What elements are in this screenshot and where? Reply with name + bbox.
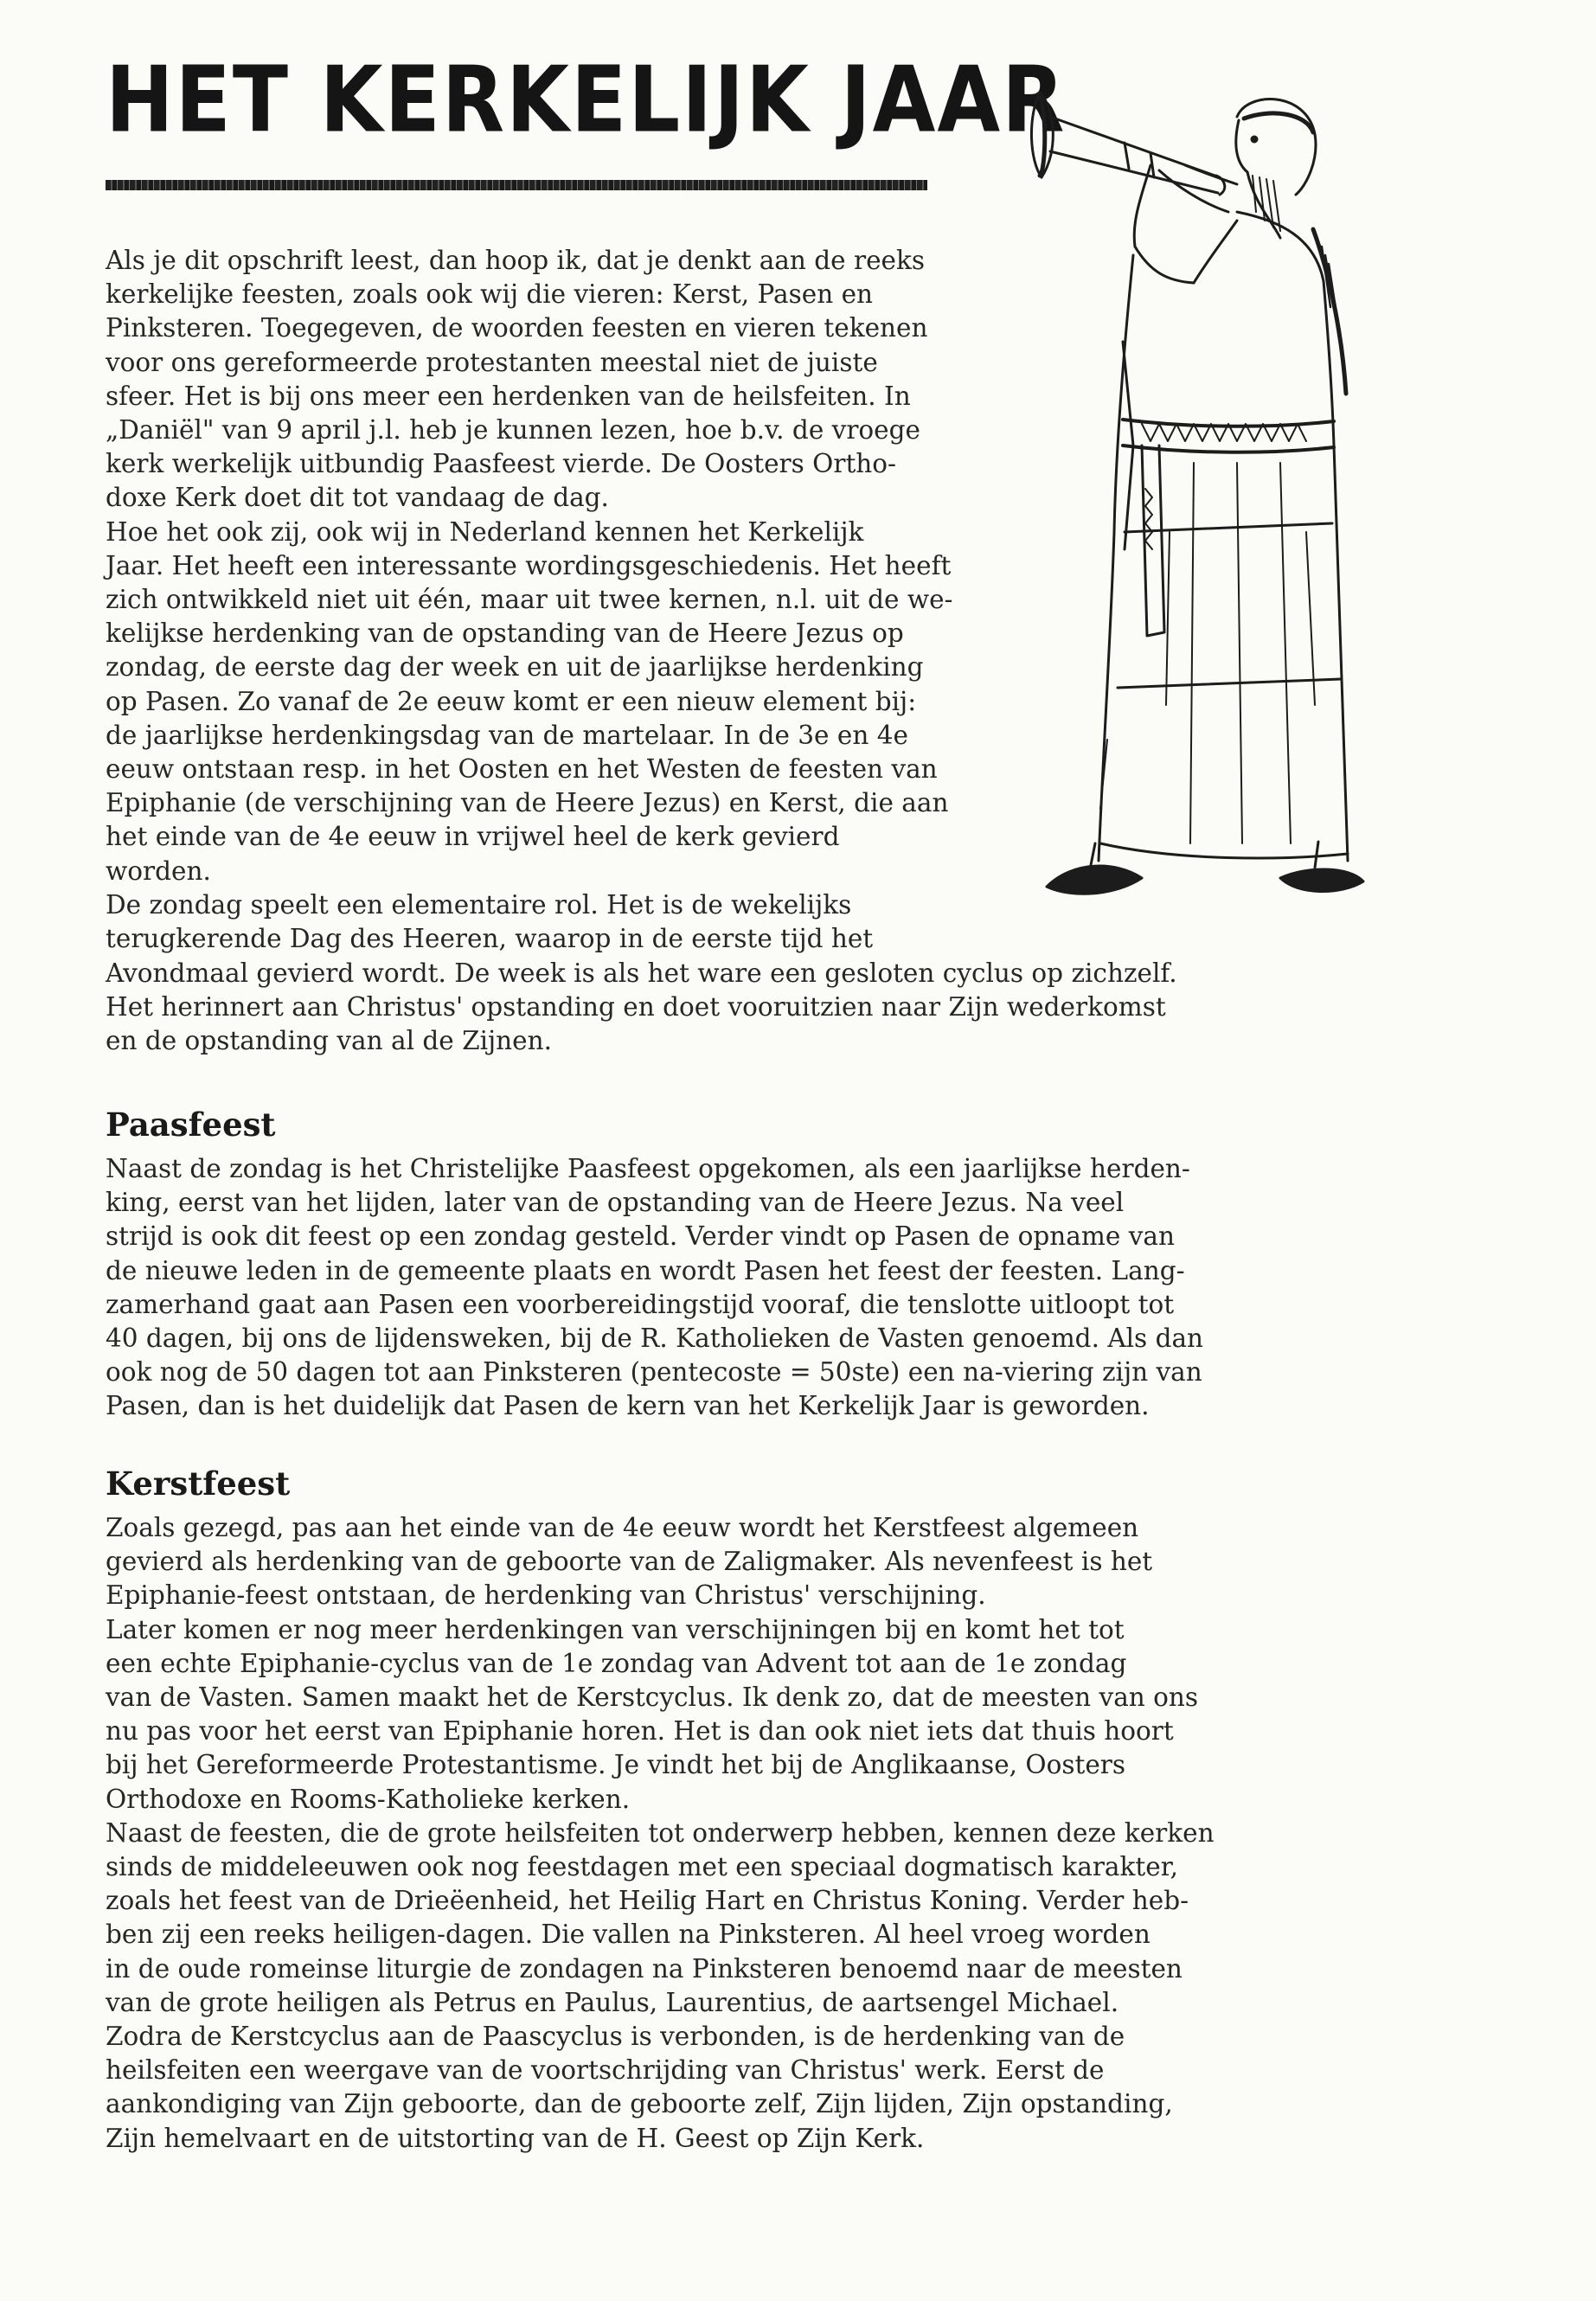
text-line: het einde van de 4e eeuw in vrijwel heel de kerk gevierd	[106, 822, 840, 852]
text-line: Jaar. Het heeft een interessante wordingsgeschiedenis. Het heeft	[106, 550, 952, 580]
text-line: Pinksteren. Toegegeven, de woorden feesten en vieren tekenen	[106, 313, 928, 343]
text-line: heilsfeiten een weergave van de voortschrijding van Christus' werk. Eerst de	[106, 2055, 1105, 2086]
text-line: kerkelijke feesten, zoals ook wij die vieren: Kerst, Pasen en	[106, 279, 874, 310]
text-line: zamerhand gaat aan Pasen een voorbereidingstijd vooraf, die tenslotte uitloopt tot	[106, 1289, 1175, 1319]
text-line: De zondag speelt een elementaire rol. Het is de wekelijks	[106, 889, 852, 920]
text-line: ben zij een reeks heiligen-dagen. Die vallen na Pinksteren. Al heel vroeg worden	[106, 1920, 1151, 1950]
section-heading-paasfeest: Paasfeest	[106, 1106, 276, 1144]
text-line: van de grote heiligen als Petrus en Paulus, Laurentius, de aartsengel Michael.	[106, 1987, 1119, 2017]
text-line: Epiphanie-feest ontstaan, de herdenking van Christus' verschijning.	[106, 1580, 986, 1611]
text-line: de jaarlijkse herdenkingsdag van de martelaar. In de 3e en 4e	[106, 720, 908, 750]
text-line: king, eerst van het lijden, later van de opstanding van de Heere Jezus. Na veel	[106, 1188, 1125, 1218]
text-line: van de Vasten. Samen maakt het de Kerstcyclus. Ik denk zo, dat de meesten van ons	[106, 1682, 1199, 1713]
text-line: een echte Epiphanie-cyclus van de 1e zondag van Advent tot aan de 1e zondag	[106, 1648, 1127, 1678]
section-body-kerstfeest	[106, 1511, 1381, 2156]
text-line: Zodra de Kerstcyclus aan de Paascyclus is verbonden, is de herdenking van de	[106, 2022, 1125, 2052]
text-line: Pasen, dan is het duidelijk dat Pasen de kern van het Kerkelijk Jaar is geworden.	[106, 1391, 1150, 1421]
text-line: Als je dit opschrift leest, dan hoop ik, dat je denkt aan de reeks	[106, 246, 926, 275]
text-line: 40 dagen, bij ons de lijdensweken, bij de R. Katholieken de Vasten genoemd. Als dan	[106, 1324, 1204, 1354]
text-line: sinds de middeleeuwen ook nog feestdagen met een speciaal dogmatisch karakter,	[106, 1852, 1178, 1882]
page-title: HET KERKELIJK JAAR	[106, 48, 1067, 154]
figure-feet	[1047, 842, 1363, 894]
figure-robe-folds	[1100, 463, 1315, 843]
text-line: op Pasen. Zo vanaf de 2e eeuw komt er een nieuw element bij:	[106, 686, 917, 716]
text-line: Orthodoxe en Rooms-Katholieke kerken.	[106, 1784, 631, 1814]
text-line: eeuw ontstaan resp. in het Oosten en het Westen de feesten van	[106, 754, 938, 785]
text-line: de nieuwe leden in de gemeente plaats en wordt Pasen het feest der feesten. Lang-	[106, 1255, 1185, 1285]
text-line: zoals het feest van de Drieëenheid, het Heilig Hart en Christus Koning. Verder heb-	[106, 1886, 1189, 1916]
text-line: en de opstanding van al de Zijnen.	[106, 1026, 553, 1056]
text-line: bij het Gereformeerde Protestantisme. Je vindt het bij de Anglikaanse, Oosters	[106, 1750, 1126, 1780]
text-line: strijd is ook dit feest op een zondag gesteld. Verder vindt op Pasen de opname van	[106, 1221, 1175, 1252]
text-line: Naast de zondag is het Christelijke Paasfeest opgekomen, als een jaarlijkse herden-	[106, 1154, 1190, 1183]
text-line: Zijn hemelvaart en de uitstorting van de H. Geest op Zijn Kerk.	[106, 2123, 925, 2153]
text-line: sfeer. Het is bij ons meer een herdenken van de heilsfeiten. In	[106, 381, 911, 411]
text-line: zich ontwikkeld niet uit één, maar uit twee kernen, n.l. uit de we-	[106, 585, 953, 615]
text-line: worden.	[106, 856, 211, 886]
text-line: nu pas voor het eerst van Epiphanie horen. Het is dan ook niet iets dat thuis hoort	[106, 1716, 1174, 1747]
text-line: in de oude romeinse liturgie de zondagen na Pinksteren benoemd naar de meesten	[106, 1953, 1183, 1984]
text-line: ook nog de 50 dagen tot aan Pinksteren (pentecoste = 50ste) een na-viering zijn van	[106, 1357, 1202, 1388]
text-line: voor ons gereformeerde protestanten meestal niet de juiste	[106, 347, 878, 377]
text-line: gevierd als herdenking van de geboorte van de Zaligmaker. Als nevenfeest is het	[106, 1547, 1153, 1577]
figure-arms	[1134, 165, 1237, 283]
section-body-paasfeest	[106, 1152, 1381, 1424]
figure-head	[1236, 99, 1316, 238]
text-line: kelijkse herdenking van de opstanding van de Heere Jezus op	[106, 619, 904, 649]
text-line: kerk werkelijk uitbundig Paasfeest vierde. De Oosters Ortho-	[106, 449, 897, 479]
text-line: Naast de feesten, die de grote heilsfeiten tot onderwerp hebben, kennen deze kerken	[106, 1817, 1215, 1848]
section-heading-kerstfeest: Kerstfeest	[106, 1465, 291, 1503]
figure-robe	[1099, 212, 1348, 861]
text-line: Later komen er nog meer herdenkingen van verschijningen bij en komt het tot	[106, 1614, 1125, 1644]
text-line: zondag, de eerste dag der week en uit de jaarlijkse herdenking	[106, 652, 924, 683]
text-line: „Daniël" van 9 april j.l. heb je kunnen lezen, hoe b.v. de vroege	[106, 415, 920, 445]
text-line: Hoe het ook zij, ook wij in Nederland kennen het Kerkelijk	[106, 516, 864, 547]
text-line: Epiphanie (de verschijning van de Heere Jezus) en Kerst, die aan	[106, 788, 949, 818]
intro-paragraph-continued	[106, 957, 1381, 1059]
intro-paragraph	[106, 244, 1070, 956]
trumpet-icon	[1031, 93, 1224, 195]
trumpeter-illustration	[1021, 82, 1384, 913]
title-underline	[106, 180, 927, 190]
text-line: terugkerende Dag des Heeren, waarop in de eerste tijd het	[106, 924, 874, 954]
text-line: Zoals gezegd, pas aan het einde van de 4e eeuw wordt het Kerstfeest algemeen	[106, 1513, 1139, 1542]
text-line: aankondiging van Zijn geboorte, dan de geboorte zelf, Zijn lijden, Zijn opstanding,	[106, 2089, 1173, 2119]
text-line: doxe Kerk doet dit tot vandaag de dag.	[106, 483, 609, 513]
text-line: Het herinnert aan Christus' opstanding en doet vooruitzien naar Zijn wederkomst	[106, 992, 1166, 1022]
text-line: Avondmaal gevierd wordt. De week is als het ware een gesloten cyclus op zichzelf.	[106, 958, 1177, 988]
